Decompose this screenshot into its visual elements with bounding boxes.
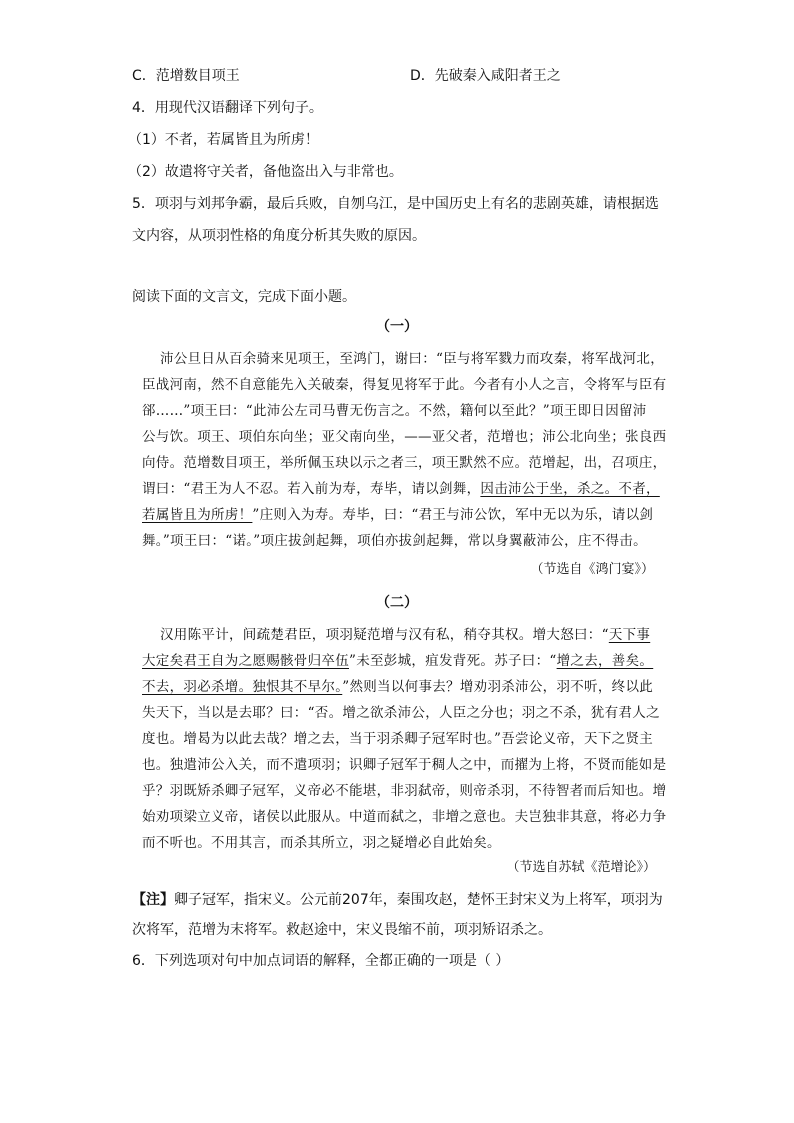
question-6-stem: 6．下列选项对句中加点词语的解释，全都正确的一项是（ ） — [132, 953, 510, 969]
underlined-sentence: 因击沛公于坐，杀之。不者， — [480, 481, 660, 497]
underlined-sentence: 若属皆且为所虏！ — [142, 507, 253, 523]
passage-1-line — [142, 476, 662, 502]
underlined-sentence: 天下事 — [608, 627, 651, 643]
passage-1-line: 舞。”项王曰：“诺。”项庄拔剑起舞，项伯亦拔剑起舞，常以身翼蔽沛公，庄不得击。 — [142, 533, 647, 549]
passage-2-text: 汉用陈平计，间疏楚君臣，项羽疑范增与汉有私，稍夺其权。增大怒曰：“ — [160, 627, 609, 643]
passage-1-line: 郤……”项王曰：“此沛公左司马曹无伤言之。不然，籍何以至此？”项王即日因留沛 — [142, 403, 647, 419]
passage-2-line — [160, 622, 680, 648]
passage-1-source: （节选自《鸿门宴》） — [530, 562, 654, 577]
annotation-line-2: 次将军，范增为末将军。救赵途中，宋义畏缩不前，项羽矫诏杀之。 — [132, 922, 552, 938]
question-4-stem: 4．用现代汉语翻译下列句子。 — [132, 100, 323, 116]
passage-1-line: 沛公旦日从百余骑来见项王，至鸿门，谢曰：“臣与将军戮力而攻秦，将军战河北， — [160, 351, 665, 367]
question-5-line-2: 文内容，从项羽性格的角度分析其失败的原因。 — [132, 228, 426, 244]
underlined-sentence: 大定矣君王自为之愿赐骸骨归卒伍 — [142, 653, 349, 669]
question-4-sentence-1: （1）不者，若属皆且为所虏！ — [128, 132, 319, 148]
question-4-sentence-2: （2）故遣将守关者，备他盗出入与非常也。 — [128, 164, 403, 180]
passage-2-line: 度也。增曷为以此去哉？增之去，当于羽杀卿子冠军时也。”吾尝论义帝，天下之贤主 — [142, 731, 654, 747]
passage-2-line: 而不听也。不用其言，而杀其所立，羽之疑增必自此始矣。 — [142, 835, 501, 851]
passage-2-line: 乎？羽既矫杀卿子冠军，义帝必不能堪，非羽弑帝，则帝杀羽，不待智者而后知也。增 — [142, 783, 667, 799]
annotation-tag: 【注】 — [132, 892, 174, 908]
annotation-line-1 — [132, 890, 663, 910]
passage-2-line: 始劝项梁立义帝，诸侯以此服从。中道而弑之，非增之意也。夫岂独非其意，将必力争 — [142, 809, 667, 825]
underlined-sentence: 增之去，善矣。 — [556, 653, 654, 669]
passage-2-source: （节选自苏轼《范增论》） — [506, 860, 656, 875]
passage-1-line: 臣战河南，然不自意能先入关破秦，得复见将军于此。今者有小人之言，令将军与臣有 — [142, 377, 667, 393]
passage-1-line: 向侍。范增数目项王，举所佩玉玦以示之者三，项王默然不应。范增起，出，召项庄， — [142, 455, 667, 471]
passage-2-line — [142, 674, 662, 700]
passage-1-line — [142, 502, 662, 528]
passage-1-heading: （一） — [376, 319, 418, 335]
passage-1-line: 公与饮。项王、项伯东向坐；亚父南向坐，——亚父者，范增也；沛公北向坐；张良西 — [142, 429, 667, 445]
passage-2-line: 失天下，当以是去耶？曰：“否。增之欲杀沛公，人臣之分也；羽之不杀，犹有君人之 — [142, 705, 660, 721]
passage-2-heading: （二） — [376, 595, 418, 611]
passage-2-text: ”未至彭城，疽发背死。苏子曰：“ — [349, 653, 557, 669]
passage-1-text: ”庄则入为寿。寿毕，曰：“君王与沛公饮，军中无以为乐，请以剑 — [252, 507, 654, 523]
passage-1-text: 谓曰：“君王为人不忍。若入前为寿，寿毕，请以剑舞， — [142, 481, 481, 497]
reading-instruction: 阅读下面的文言文，完成下面小题。 — [132, 289, 356, 305]
passage-2-line — [142, 648, 662, 674]
underlined-sentence: 不去，羽必杀增。独恨其不早尔。 — [142, 679, 343, 695]
option-c: C．范增数目项王 — [132, 68, 240, 84]
question-5-line-1: 5．项羽与刘邦争霸，最后兵败，自刎乌江，是中国历史上有名的悲剧英雄，请根据选 — [132, 196, 659, 212]
passage-2-text: ”然则当以何事去？增劝羽杀沛公，羽不听，终以此 — [342, 679, 654, 695]
annotation-text: 卿子冠军，指宋义。公元前207年，秦围攻赵，楚怀王封宋义为上将军，项羽为 — [174, 892, 663, 908]
option-d: D．先破秦入咸阳者王之 — [410, 68, 561, 84]
passage-2-line: 也。独遣沛公入关，而不遣项羽；识卿子冠军于稠人之中，而擢为上将，不贤而能如是 — [142, 757, 667, 773]
